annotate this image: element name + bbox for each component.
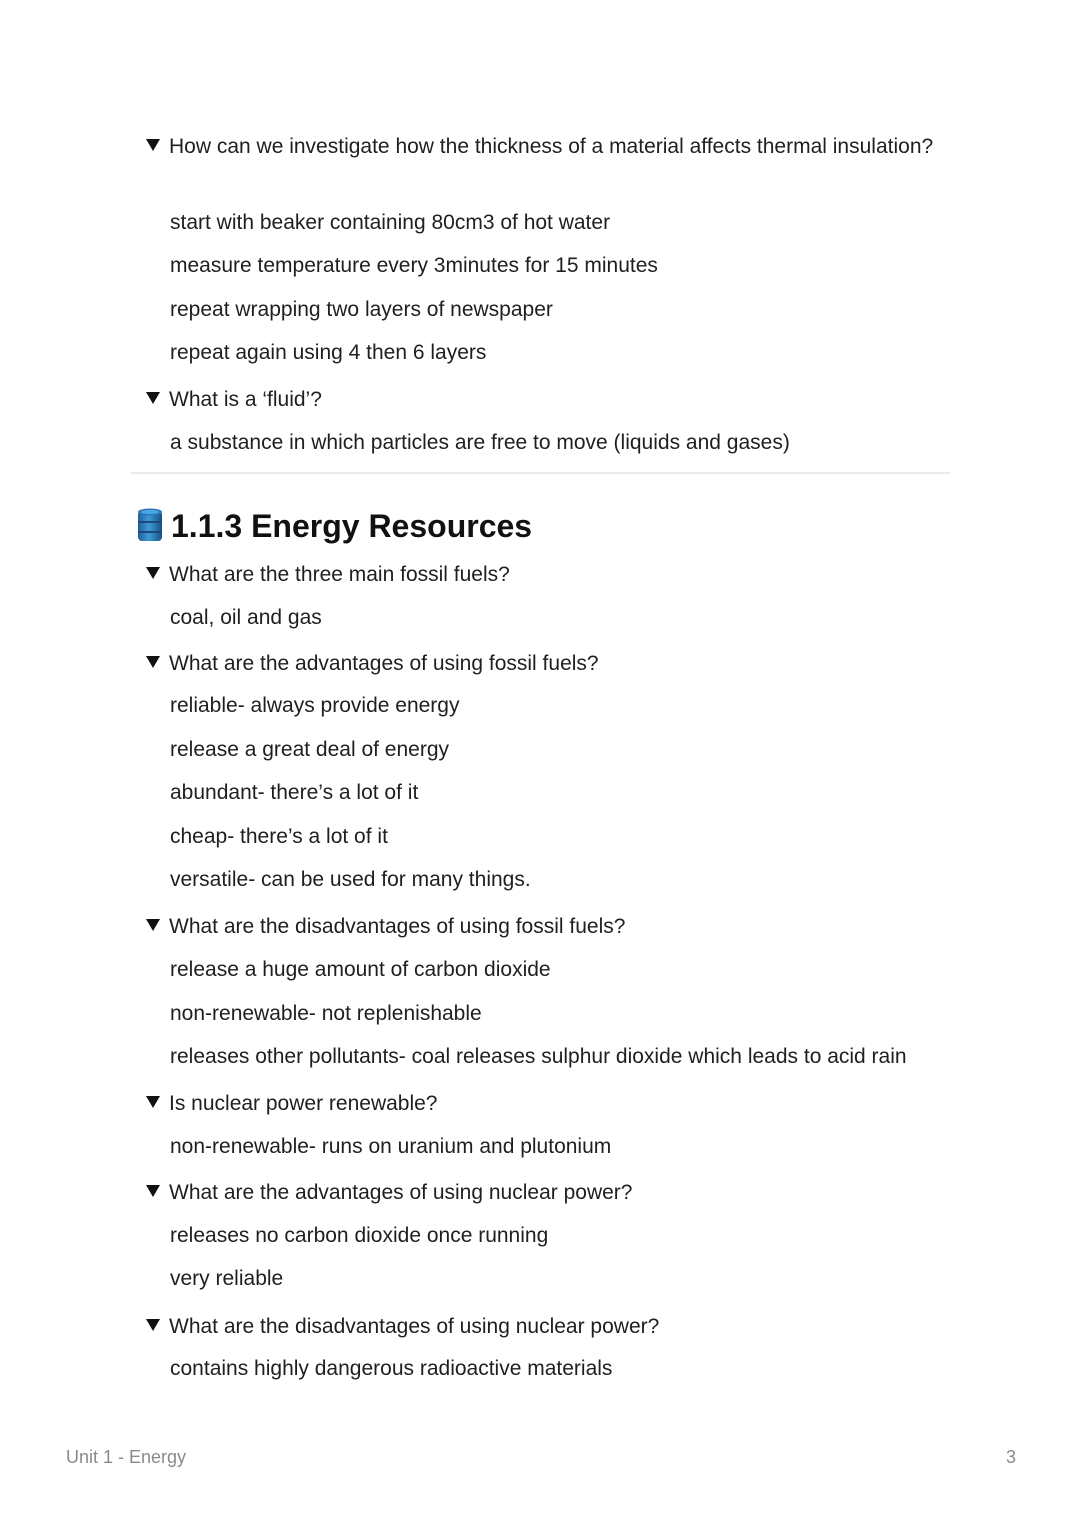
answer-line: versatile- can be used for many things. bbox=[170, 868, 531, 891]
toggle-triangle-icon[interactable] bbox=[146, 1185, 160, 1197]
answer-line: releases no carbon dioxide once running bbox=[170, 1224, 549, 1247]
question-text: What are the disadvantages of using fossil fuels? bbox=[169, 915, 626, 938]
toggle-triangle-icon[interactable] bbox=[146, 1319, 160, 1331]
answer-line: start with beaker containing 80cm3 of hot water bbox=[170, 211, 611, 234]
toggle-question[interactable] bbox=[146, 910, 936, 943]
footer-title: Unit 1 - Energy bbox=[66, 1447, 187, 1467]
toggle-triangle-icon[interactable] bbox=[146, 567, 160, 579]
toggle-triangle-icon[interactable] bbox=[146, 1096, 160, 1108]
oil-drum-icon bbox=[135, 507, 165, 545]
question-text: What are the disadvantages of using nuclear power? bbox=[169, 1315, 660, 1338]
toggle-question[interactable] bbox=[146, 647, 936, 680]
toggle-triangle-icon[interactable] bbox=[146, 656, 160, 668]
answer-line: release a huge amount of carbon dioxide bbox=[170, 958, 551, 981]
answer-line: coal, oil and gas bbox=[170, 606, 322, 629]
section-divider bbox=[131, 472, 950, 474]
toggle-triangle-icon[interactable] bbox=[146, 919, 160, 931]
answer-line: non-renewable- not replenishable bbox=[170, 1002, 482, 1025]
answer-line: releases other pollutants- coal releases sulphur dioxide which leads to acid rain bbox=[170, 1045, 907, 1068]
toggle-question[interactable] bbox=[146, 558, 936, 591]
answer-line: repeat again using 4 then 6 layers bbox=[170, 341, 487, 364]
question-text: What are the three main fossil fuels? bbox=[169, 563, 510, 586]
question-text: Is nuclear power renewable? bbox=[169, 1092, 438, 1115]
toggle-question[interactable] bbox=[146, 1310, 936, 1343]
answer-line: non-renewable- runs on uranium and plutonium bbox=[170, 1135, 612, 1158]
toggle-question[interactable] bbox=[146, 383, 936, 416]
answer-line: repeat wrapping two layers of newspaper bbox=[170, 298, 553, 321]
toggle-triangle-icon[interactable] bbox=[146, 139, 160, 151]
question-text: How can we investigate how the thickness of a material affects thermal insulation? bbox=[169, 135, 934, 158]
answer-line: cheap- there’s a lot of it bbox=[170, 825, 388, 848]
toggle-question[interactable] bbox=[146, 1176, 936, 1209]
question-text: What is a ‘fluid’? bbox=[169, 388, 322, 411]
answer-line: abundant- there’s a lot of it bbox=[170, 781, 419, 804]
answer-line: measure temperature every 3minutes for 15 minutes bbox=[170, 254, 658, 277]
page-number: 3 bbox=[1005, 1447, 1016, 1467]
toggle-question[interactable] bbox=[146, 1087, 936, 1120]
toggle-question[interactable] bbox=[146, 130, 936, 163]
question-text: What are the advantages of using nuclear power? bbox=[169, 1181, 633, 1204]
answer-line: very reliable bbox=[170, 1267, 284, 1290]
answer-line: reliable- always provide energy bbox=[170, 694, 460, 717]
answer-line: a substance in which particles are free to move (liquids and gases) bbox=[170, 431, 790, 454]
question-text: What are the advantages of using fossil fuels? bbox=[169, 652, 599, 675]
toggle-triangle-icon[interactable] bbox=[146, 392, 160, 404]
section-heading bbox=[135, 505, 532, 547]
answer-line: release a great deal of energy bbox=[170, 738, 450, 761]
answer-line: contains highly dangerous radioactive materials bbox=[170, 1357, 613, 1380]
section-title: 1.1.3 Energy Resources bbox=[171, 508, 533, 544]
